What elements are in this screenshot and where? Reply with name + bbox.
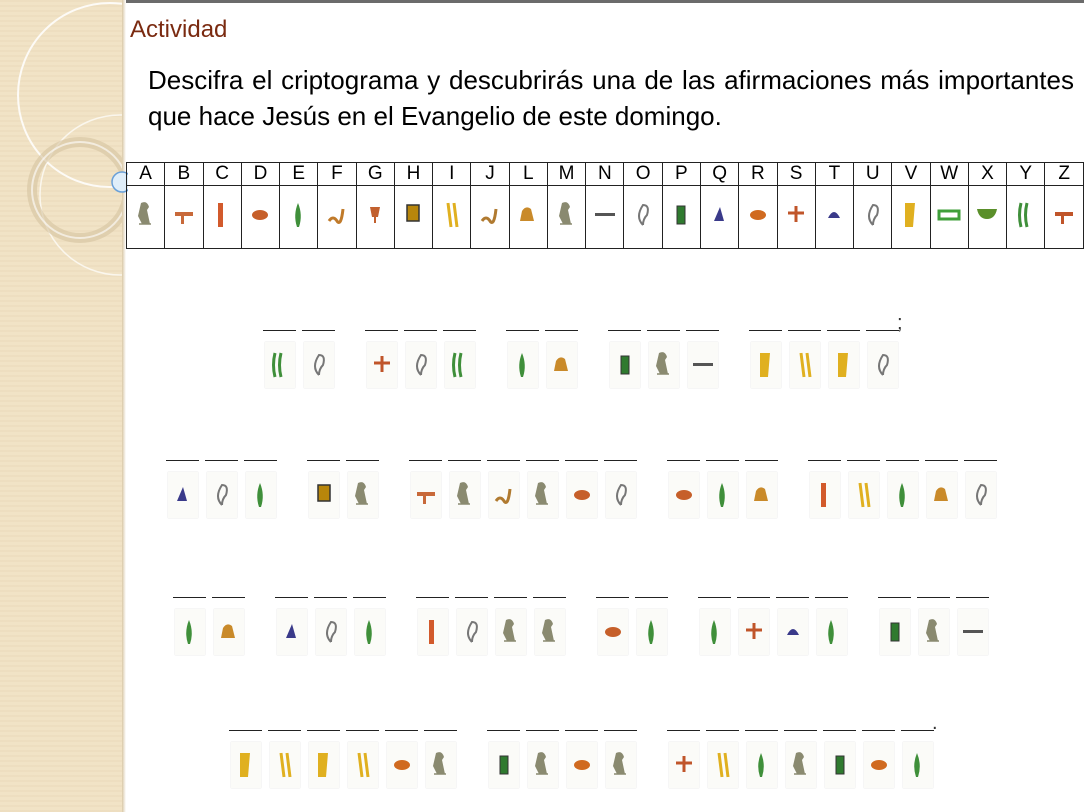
lasso-icon: [457, 609, 487, 655]
answer-blank[interactable]: [166, 460, 199, 461]
key-glyph-j: [471, 186, 509, 249]
answer-blank[interactable]: [776, 597, 809, 598]
answer-blank[interactable]: [448, 460, 481, 461]
quail-icon: [316, 609, 346, 655]
key-letter-v: V: [892, 163, 930, 186]
key-glyph-h: [394, 186, 432, 249]
answer-blank[interactable]: [307, 730, 340, 731]
answer-blank[interactable]: [506, 330, 539, 331]
stool-icon: [489, 742, 519, 788]
lion-icon: [927, 472, 957, 518]
house-icon: [934, 195, 964, 240]
sidebar-edge: [122, 0, 126, 812]
answer-blank[interactable]: [647, 330, 680, 331]
key-letter-s: S: [777, 163, 815, 186]
answer-blank[interactable]: [886, 460, 919, 461]
vulture-icon: [131, 195, 161, 240]
answer-blank[interactable]: [667, 730, 700, 731]
answer-blank[interactable]: [263, 330, 296, 331]
answer-blank[interactable]: [686, 330, 719, 331]
answer-blank[interactable]: [346, 730, 379, 731]
answer-blank[interactable]: [526, 460, 559, 461]
reed-icon: [817, 609, 847, 655]
stool-icon: [610, 342, 640, 388]
answer-blank[interactable]: [737, 597, 770, 598]
basket-icon: [418, 609, 448, 655]
vulture-icon: [606, 742, 636, 788]
jar-stand-icon: [360, 195, 390, 240]
answer-blank[interactable]: [268, 730, 301, 731]
answer-blank[interactable]: [862, 730, 895, 731]
answer-blank[interactable]: [365, 330, 398, 331]
key-letter-u: U: [854, 163, 892, 186]
key-glyph-x: [968, 186, 1006, 249]
bread-icon: [819, 195, 849, 240]
key-letter-x: X: [968, 163, 1006, 186]
owl-icon: [786, 742, 816, 788]
bolt-icon: [669, 742, 699, 788]
key-glyph-r: [739, 186, 777, 249]
answer-blank[interactable]: [404, 330, 437, 331]
answer-blank[interactable]: [307, 460, 340, 461]
reed-icon: [284, 195, 314, 240]
answer-blank[interactable]: [443, 330, 476, 331]
vulture-icon: [450, 472, 480, 518]
answer-blank[interactable]: [409, 460, 442, 461]
mouth-icon: [387, 742, 417, 788]
key-letter-y: Y: [1007, 163, 1045, 186]
key-glyph-c: [203, 186, 241, 249]
lasso-icon: [406, 342, 436, 388]
answer-blank[interactable]: [827, 330, 860, 331]
mouth-icon: [864, 742, 894, 788]
answer-blank[interactable]: [604, 730, 637, 731]
key-letter-i: I: [433, 163, 471, 186]
reed-icon: [355, 609, 385, 655]
cobra-icon: [489, 472, 519, 518]
key-glyph-w: [930, 186, 968, 249]
hill-icon: [705, 195, 735, 240]
key-letter-o: O: [624, 163, 662, 186]
key-letter-e: E: [280, 163, 318, 186]
answer-blank[interactable]: [385, 730, 418, 731]
answer-blank[interactable]: [494, 597, 527, 598]
lasso-icon: [304, 342, 334, 388]
vulture-icon: [919, 609, 949, 655]
mouth-icon: [743, 195, 773, 240]
cipher-key-table: [126, 162, 1084, 249]
double-reed-icon: [348, 742, 378, 788]
basket-icon: [207, 195, 237, 240]
answer-blank[interactable]: [706, 460, 739, 461]
water-icon: [688, 342, 718, 388]
key-glyph-p: [662, 186, 700, 249]
key-glyph-e: [280, 186, 318, 249]
hand-icon: [669, 472, 699, 518]
key-glyph-s: [777, 186, 815, 249]
answer-blank[interactable]: [956, 597, 989, 598]
answer-blank[interactable]: [925, 460, 958, 461]
wick-icon: [398, 195, 428, 240]
key-letter-a: A: [127, 163, 165, 186]
answer-blank[interactable]: [706, 730, 739, 731]
reed-icon: [747, 742, 777, 788]
instruction-text: Descifra el criptograma y descubrirás una de las afirmaciones más importantes que hace Jesús en el Evangelio de este domingo.: [148, 65, 1074, 131]
answer-blank[interactable]: [784, 730, 817, 731]
window-top-border: [0, 0, 1084, 3]
double-reed-icon: [708, 742, 738, 788]
answer-blank[interactable]: [416, 597, 449, 598]
vulture-icon: [348, 472, 378, 518]
reed-icon: [903, 742, 933, 788]
answer-blank[interactable]: [608, 330, 641, 331]
answer-blank[interactable]: [565, 460, 598, 461]
bread-icon: [778, 609, 808, 655]
answer-blank[interactable]: [635, 597, 668, 598]
answer-blank[interactable]: [745, 460, 778, 461]
lion-icon: [513, 195, 543, 240]
key-letter-r: R: [739, 163, 777, 186]
answer-blank[interactable]: [526, 730, 559, 731]
answer-blank[interactable]: [847, 460, 880, 461]
reed-icon: [508, 342, 538, 388]
key-glyph-z: [1045, 186, 1084, 249]
double-reed-icon: [270, 742, 300, 788]
answer-blank[interactable]: [823, 730, 856, 731]
answer-blank[interactable]: [302, 330, 335, 331]
key-letter-g: G: [356, 163, 394, 186]
vulture-icon: [426, 742, 456, 788]
bolt-icon: [781, 195, 811, 240]
answer-blank[interactable]: [866, 330, 899, 331]
answer-blank[interactable]: [346, 460, 379, 461]
horned-viper-icon: [231, 742, 261, 788]
key-glyph-l: [509, 186, 547, 249]
answer-blank[interactable]: [698, 597, 731, 598]
key-letter-t: T: [815, 163, 853, 186]
key-glyph-m: [547, 186, 585, 249]
mouth-icon: [567, 742, 597, 788]
answer-blank[interactable]: [565, 730, 598, 731]
vulture-icon: [528, 472, 558, 518]
key-letter-w: W: [930, 163, 968, 186]
owl-icon: [496, 609, 526, 655]
key-letter-h: H: [394, 163, 432, 186]
key-glyph-i: [433, 186, 471, 249]
water-icon: [958, 609, 988, 655]
answer-blank[interactable]: [229, 730, 262, 731]
answer-blank[interactable]: [314, 597, 347, 598]
vulture-icon: [528, 742, 558, 788]
hill-icon: [277, 609, 307, 655]
horned-viper-icon: [751, 342, 781, 388]
double-reed-icon: [849, 472, 879, 518]
letter-row: [127, 163, 1084, 186]
decorative-sidebar: [0, 0, 122, 812]
lion-icon: [214, 609, 244, 655]
key-glyph-u: [854, 186, 892, 249]
horned-viper-icon: [896, 195, 926, 240]
reed-icon: [246, 472, 276, 518]
key-glyph-v: [892, 186, 930, 249]
bolt-icon: [739, 609, 769, 655]
water-icon: [590, 195, 620, 240]
answer-blank[interactable]: [487, 460, 520, 461]
answer-blank[interactable]: [596, 597, 629, 598]
stool-icon: [825, 742, 855, 788]
foot-icon: [411, 472, 441, 518]
key-glyph-g: [356, 186, 394, 249]
punctuation-mark: .: [932, 712, 938, 734]
basket-icon: [810, 472, 840, 518]
key-glyph-q: [700, 186, 738, 249]
key-letter-f: F: [318, 163, 356, 186]
answer-blank[interactable]: [533, 597, 566, 598]
answer-blank[interactable]: [964, 460, 997, 461]
key-glyph-f: [318, 186, 356, 249]
answer-blank[interactable]: [901, 730, 934, 731]
hand-icon: [245, 195, 275, 240]
horned-viper-icon: [829, 342, 859, 388]
key-letter-p: P: [662, 163, 700, 186]
reed-icon: [700, 609, 730, 655]
answer-blank[interactable]: [173, 597, 206, 598]
viper-icon: [322, 195, 352, 240]
horned-viper-icon: [309, 742, 339, 788]
key-letter-c: C: [203, 163, 241, 186]
owl-icon: [552, 195, 582, 240]
key-letter-m: M: [547, 163, 585, 186]
glyph-row: [127, 186, 1084, 249]
reed-icon: [637, 609, 667, 655]
basket-handle-icon: [972, 195, 1002, 240]
answer-blank[interactable]: [424, 730, 457, 731]
key-letter-d: D: [241, 163, 279, 186]
reed-icon: [888, 472, 918, 518]
bolt-icon: [367, 342, 397, 388]
cobra-icon: [475, 195, 505, 240]
stool-icon: [880, 609, 910, 655]
hill-icon: [168, 472, 198, 518]
answer-blank[interactable]: [815, 597, 848, 598]
key-letter-b: B: [165, 163, 203, 186]
quail-icon: [858, 195, 888, 240]
answer-blank[interactable]: [205, 460, 238, 461]
key-glyph-t: [815, 186, 853, 249]
key-letter-j: J: [471, 163, 509, 186]
key-letter-n: N: [586, 163, 624, 186]
key-glyph-n: [586, 186, 624, 249]
answer-blank[interactable]: [667, 460, 700, 461]
key-glyph-d: [241, 186, 279, 249]
hand-icon: [567, 472, 597, 518]
lion-icon: [747, 472, 777, 518]
stool-icon: [666, 195, 696, 240]
answer-blank[interactable]: [878, 597, 911, 598]
lasso-icon: [606, 472, 636, 518]
answer-blank[interactable]: [455, 597, 488, 598]
answer-blank[interactable]: [917, 597, 950, 598]
reed-icon: [175, 609, 205, 655]
answer-blank[interactable]: [487, 730, 520, 731]
reeds-icon: [265, 342, 295, 388]
key-glyph-a: [127, 186, 165, 249]
key-glyph-y: [1007, 186, 1045, 249]
vulture-icon: [649, 342, 679, 388]
double-reed-icon: [790, 342, 820, 388]
lion-icon: [547, 342, 577, 388]
answer-blank[interactable]: [604, 460, 637, 461]
answer-blank[interactable]: [244, 460, 277, 461]
key-glyph-o: [624, 186, 662, 249]
reeds-icon: [1011, 195, 1041, 240]
answer-blank[interactable]: [545, 330, 578, 331]
key-letter-q: Q: [700, 163, 738, 186]
lasso-icon: [868, 342, 898, 388]
reed-icon: [708, 472, 738, 518]
slide-title: Actividad: [130, 16, 228, 43]
answer-blank[interactable]: [745, 730, 778, 731]
key-letter-l: L: [509, 163, 547, 186]
double-reed-icon: [437, 195, 467, 240]
lasso-icon: [966, 472, 996, 518]
answer-blank[interactable]: [212, 597, 245, 598]
quail-icon: [207, 472, 237, 518]
answer-blank[interactable]: [749, 330, 782, 331]
answer-blank[interactable]: [353, 597, 386, 598]
lasso-icon: [628, 195, 658, 240]
decorative-circles: [0, 0, 122, 812]
foot-icon: [169, 195, 199, 240]
answer-blank[interactable]: [275, 597, 308, 598]
bolt-z-icon: [1049, 195, 1079, 240]
key-letter-z: Z: [1045, 163, 1084, 186]
hand-icon: [598, 609, 628, 655]
reeds-icon: [445, 342, 475, 388]
vulture-icon: [535, 609, 565, 655]
key-glyph-b: [165, 186, 203, 249]
answer-blank[interactable]: [788, 330, 821, 331]
wick-icon: [309, 472, 339, 518]
punctuation-mark: ;: [897, 312, 903, 334]
answer-blank[interactable]: [808, 460, 841, 461]
